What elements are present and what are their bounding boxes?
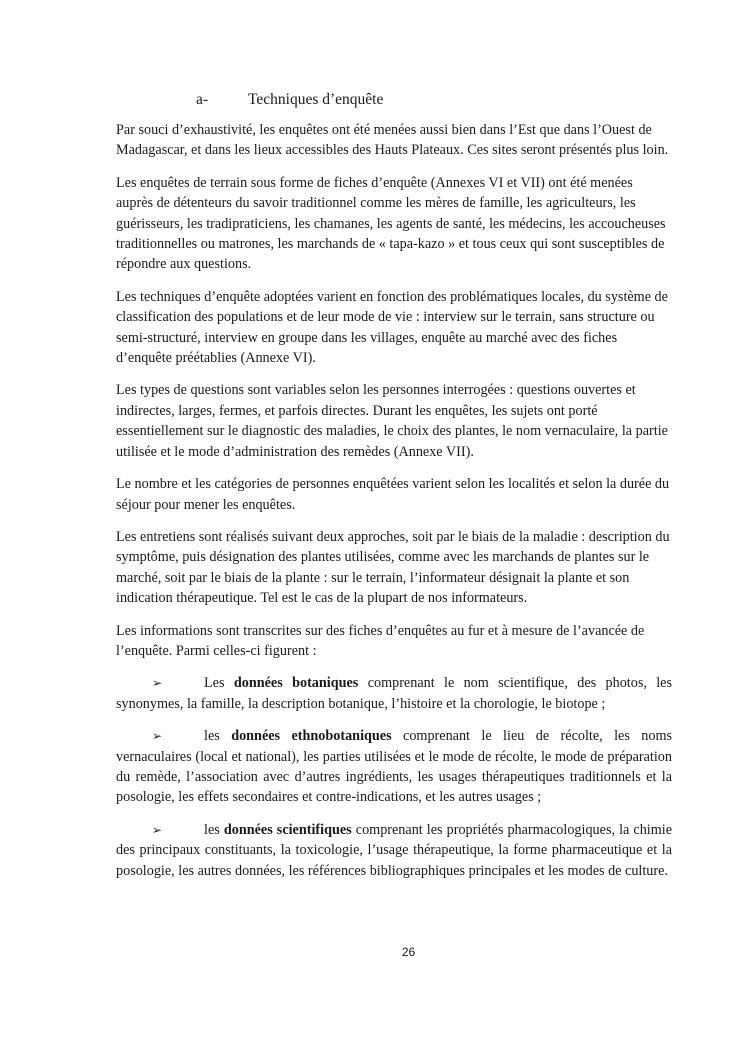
bullet-bold-term: données botaniques [233,675,359,692]
section-number: a- [196,91,209,108]
section-title: Techniques d’enquête [248,91,384,108]
arrow-bullet-icon: ➢ [152,822,163,837]
page-number: 26 [401,945,416,959]
arrow-bullet-icon: ➢ [152,729,163,744]
bullet-bold-term: données scientifiques [223,821,352,838]
bullet-prefix: Les [204,675,225,692]
body-text [116,120,672,893]
bullet-bold-term: données ethnobotaniques [231,728,392,745]
section-heading [116,89,672,111]
paragraph-entretiens: Les entretiens sont réalisés suivant deux approches, soit par le biais de la maladie : description du symptôme, puis désignation des plantes utilisées, comme avec les marchands de plantes sur le marché, soit par le biais de la plante : sur le terrain, l’informateur désignait la plante et son indication thérapeutique. Tel est le cas de la plupart de nos informateurs. [116,528,670,607]
paragraph-informations: Les informations sont transcrites sur des fiches d’enquêtes au fur et à mesure de l’avancée de l’enquête. Parmi celles-ci figurent : [116,622,645,659]
paragraph-enquetes-terrain: Les enquêtes de terrain sous forme de fiches d’enquête (Annexes VI et VII) ont été menées auprès de détenteurs du savoir traditionnel comme les mères de famille, les agriculteurs, les guérisseurs, les tradipraticiens, les chamanes, les agents de santé, les médecins, les accoucheuses traditionnelles ou matrones, les marchands de « tapa-kazo » et tous ceux qui sont susceptibles de répondre aux questions. [116,174,666,273]
paragraph-techniques: Les techniques d’enquête adoptées varient en fonction des problématiques locales, du système de classification des populations et de leur mode de vie : interview sur le terrain, sans structure ou semi-structuré, interview en groupe dans les villages, enquête au marché avec des fiches d’enquête préétablies (Annexe VI). [116,288,668,367]
bullet-donnees-botaniques [116,673,672,714]
bullet-donnees-scientifiques [116,820,672,881]
bullet-text: comprenant le nom scientifique, des photos, les synonymes, la famille, la description botanique, l’histoire et la chorologie, le biotope ; [116,675,673,712]
bullet-prefix: les [204,728,220,745]
arrow-bullet-icon: ➢ [152,676,163,691]
bullet-text: comprenant les propriétés pharmacologiques, la chimie des principaux constituants, la toxicologie, l’usage thérapeutique, la forme pharmaceutique et la posologie, les autres données, les références bibliographiques principales et les modes de culture. [116,821,673,879]
bullet-donnees-ethnobotaniques [116,726,672,808]
paragraph-nombre-categories: Le nombre et les catégories de personnes enquêtées varient selon les localités et selon la durée du séjour pour mener les enquêtes. [116,476,670,513]
bullet-text: comprenant le lieu de récolte, les noms vernaculaires (local et national), les parties utilisées et le mode de récolte, le mode de préparation du remède, l’association avec d’autres ingrédients, les usages thérapeutiques traditionnels et la posologie, les effets secondaires et contre-indications, et les autres usages ; [116,728,673,806]
paragraph-types-questions: Les types de questions sont variables selon les personnes interrogées : questions ouvertes et indirectes, larges, fermes, et parfois directes. Durant les enquêtes, les sujets ont porté essentiellement sur le diagnostic des maladies, le choix des plantes, le nom vernaculaire, la partie utilisée et le mode d’administration des remèdes (Annexe VII). [116,382,668,460]
bullet-prefix: les [204,821,220,838]
paragraph-exhaustivite: Par souci d’exhaustivité, les enquêtes ont été menées aussi bien dans l’Est que dans l’Ouest de Madagascar, et dans les lieux accessibles des Hauts Plateaux. Ces sites seront présentés plus loin. [116,122,669,159]
